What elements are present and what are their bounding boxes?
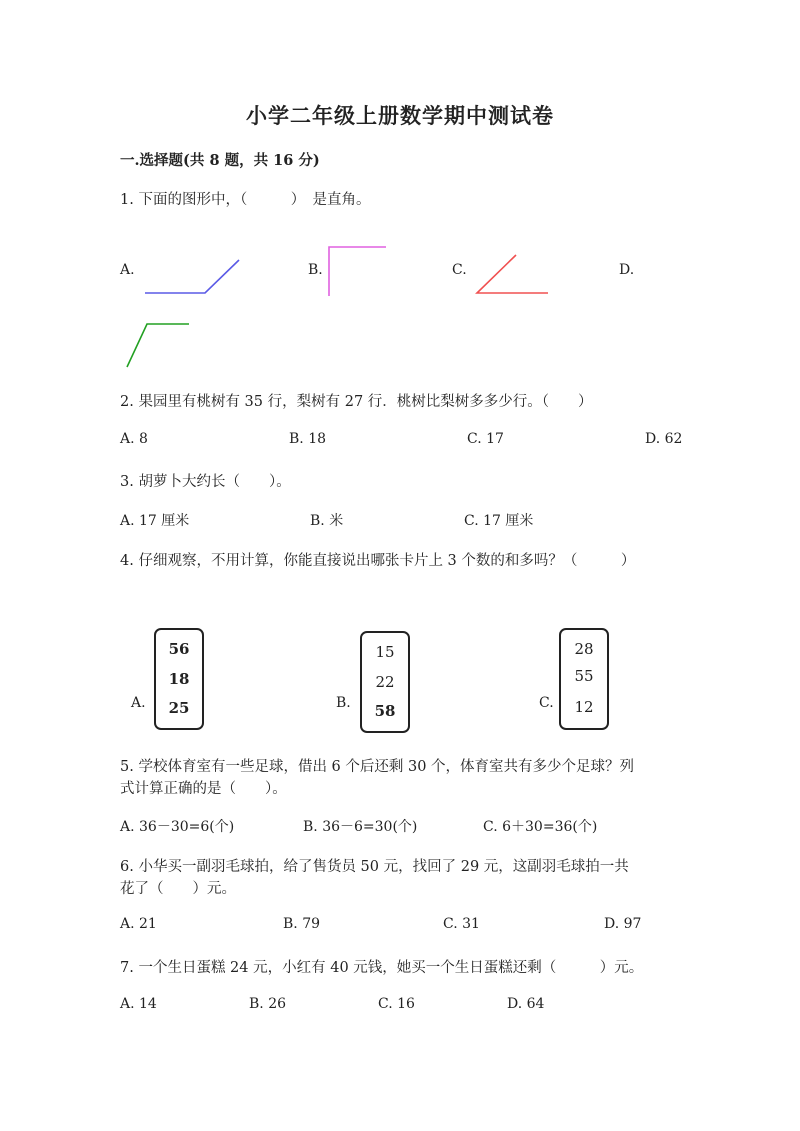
q1-figure-d	[0, 0, 800, 400]
q4-card-c	[559, 628, 609, 730]
q1-option-a[interactable]: A.	[120, 262, 135, 278]
q3-option-c[interactable]: C. 17 厘米	[464, 513, 534, 529]
page-title: 小学二年级上册数学期中测试卷	[246, 103, 554, 128]
q4-card-b-number: 15	[375, 643, 395, 661]
q4-option-b[interactable]: B.	[336, 695, 351, 711]
question-3-text: 3. 胡萝卜大约长（ ）。	[120, 474, 291, 490]
question-5-text-cont: 式计算正确的是（ ）。	[120, 781, 287, 797]
question-1-text: 1. 下面的图形中，（ ） 是直角。	[120, 192, 371, 208]
q4-card-c-number: 12	[574, 698, 594, 716]
q6-option-c[interactable]: C. 31	[443, 916, 480, 932]
q6-option-d[interactable]: D. 97	[604, 916, 642, 932]
q4-card-a-number: 56	[168, 640, 190, 658]
q5-option-c[interactable]: C. 6＋30=36(个)	[483, 819, 598, 835]
q1-option-b[interactable]: B.	[308, 262, 323, 278]
question-6-text: 6. 小华买一副羽毛球拍，给了售货员 50 元，找回了 29 元，这副羽毛球拍一共	[120, 859, 629, 875]
q1-option-d[interactable]: D.	[619, 262, 635, 278]
q7-option-d[interactable]: D. 64	[507, 996, 545, 1012]
section-heading: 一.选择题(共 8 题，共 16 分)	[120, 152, 320, 169]
question-6-text-cont: 花了（ ）元。	[120, 881, 236, 897]
q7-option-b[interactable]: B. 26	[249, 996, 287, 1012]
q4-card-b-number: 58	[374, 702, 396, 720]
q4-card-a-number: 25	[168, 699, 190, 717]
q6-option-a[interactable]: A. 21	[120, 916, 157, 932]
question-5-text: 5. 学校体育室有一些足球，借出 6 个后还剩 30 个，体育室共有多少个足球？列	[120, 759, 635, 775]
question-7-text: 7. 一个生日蛋糕 24 元，小红有 40 元钱，她买一个生日蛋糕还剩（ ）元。	[120, 960, 644, 976]
question-2-text: 2. 果园里有桃树有 35 行，梨树有 27 行．桃树比梨树多多少行。（ ）	[120, 394, 593, 410]
q4-card-b	[360, 631, 410, 733]
q1-option-c[interactable]: C.	[452, 262, 467, 278]
q2-option-b[interactable]: B. 18	[289, 431, 327, 447]
q4-card-b-number: 22	[375, 673, 395, 691]
q4-card-c-number: 55	[574, 667, 594, 685]
q3-option-b[interactable]: B. 米	[310, 513, 344, 529]
q4-option-c[interactable]: C.	[539, 695, 554, 711]
q2-option-c[interactable]: C. 17	[467, 431, 504, 447]
q4-option-a[interactable]: A.	[131, 695, 146, 711]
q3-option-a[interactable]: A. 17 厘米	[120, 513, 190, 529]
q4-card-c-number: 28	[574, 640, 594, 658]
q7-option-a[interactable]: A. 14	[120, 996, 157, 1012]
question-4-text: 4. 仔细观察，不用计算，你能直接说出哪张卡片上 3 个数的和多吗？（ ）	[120, 553, 636, 569]
q4-card-a-number: 18	[168, 670, 190, 688]
q7-option-c[interactable]: C. 16	[378, 996, 415, 1012]
q5-option-a[interactable]: A. 36－30=6(个)	[120, 819, 235, 835]
q4-card-a	[154, 628, 204, 730]
q2-option-a[interactable]: A. 8	[120, 431, 148, 447]
q6-option-b[interactable]: B. 79	[283, 916, 321, 932]
q5-option-b[interactable]: B. 36－6=30(个)	[303, 819, 418, 835]
q1-angle-d-line	[127, 324, 189, 367]
q2-option-d[interactable]: D. 62	[645, 431, 683, 447]
